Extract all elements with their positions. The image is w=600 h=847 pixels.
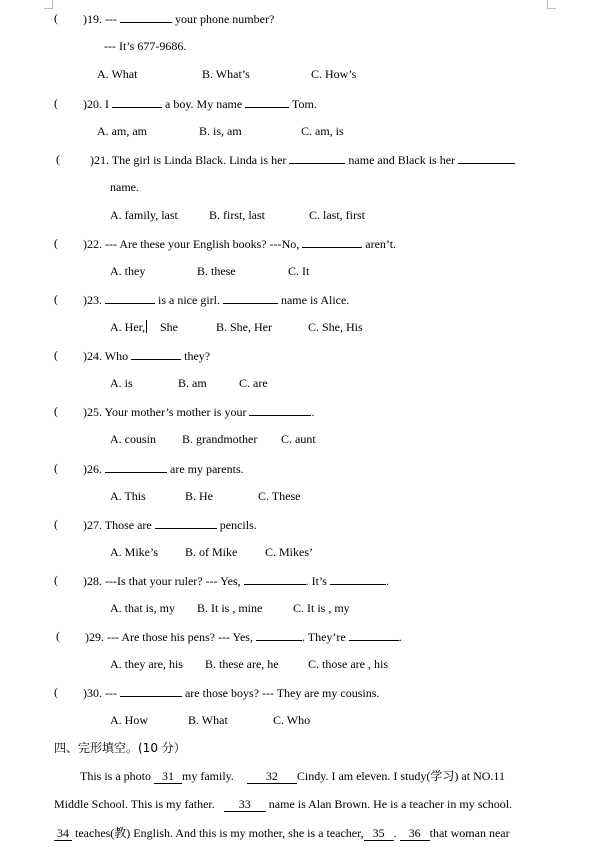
cloze-blank-32[interactable]: 32 [247, 770, 297, 784]
answer-paren: ( [56, 152, 60, 166]
question-text: aren’t. [365, 237, 397, 251]
option-a: A. This [110, 489, 146, 503]
question-stem: )22. --- Are these your English books? ---No, [83, 237, 300, 251]
page-corner-mark-right [547, 0, 556, 9]
page-corner-mark-left [44, 0, 53, 9]
option-b: B. am [178, 376, 207, 390]
option-a-second: She [160, 320, 178, 334]
passage-line-3: 34 teaches(教) English. And this is my mother, she is a teacher, 35 . 36 that woman near [54, 826, 510, 841]
question-stem: )26. [83, 462, 102, 476]
option-c: C. It is , my [293, 601, 350, 615]
answer-blank[interactable] [105, 461, 167, 473]
answer-blank[interactable] [349, 629, 399, 641]
question-text: are those boys? --- They are my cousins. [184, 686, 380, 700]
answer-paren: ( [54, 685, 58, 699]
answer-blank[interactable] [256, 629, 302, 641]
option-a: A. they [110, 264, 146, 278]
question-stem: )29. --- Are those his pens? --- Yes, [85, 630, 253, 644]
question-stem: )30. --- [83, 686, 117, 700]
answer-blank[interactable] [155, 517, 217, 529]
question-stem: )25. Your mother’s mother is your [83, 405, 247, 419]
option-a: A. family, last [110, 208, 178, 222]
answer-blank[interactable] [289, 152, 345, 164]
answer-blank[interactable] [105, 292, 155, 304]
option-a: A. is [110, 376, 133, 390]
option-b: B. these are, he [205, 657, 279, 671]
passage-line-1: This is a photo 31 my family. 32 Cindy. I am eleven. I study(学习) at NO.11 [80, 769, 505, 783]
question-text: . They’re [301, 630, 346, 644]
answer-blank[interactable] [244, 573, 306, 585]
answer-paren: ( [54, 461, 58, 475]
question-text: name is Alice. [280, 293, 350, 307]
question-text: . [311, 405, 315, 419]
cloze-blank-36[interactable]: 36 [400, 827, 430, 841]
answer-paren: ( [54, 11, 58, 25]
option-b: B. He [185, 489, 213, 503]
option-c: C. These [258, 489, 301, 503]
question-stem: )20. I [83, 97, 109, 111]
option-c: C. last, first [309, 208, 365, 222]
question-text: are my parents. [170, 462, 244, 476]
option-a: A. What [97, 67, 138, 81]
option-c: C. are [239, 376, 268, 390]
question-text: they? [184, 349, 211, 363]
passage-line-2: Middle School. This is my father. 33 name is Alan Brown. He is a teacher in my school. [54, 797, 513, 811]
question-text: Tom. [292, 97, 317, 111]
question-text: . [398, 630, 402, 644]
option-b: B. first, last [209, 208, 265, 222]
answer-blank[interactable] [223, 292, 278, 304]
option-c: C. Who [273, 713, 311, 727]
answer-blank[interactable] [245, 96, 289, 108]
question-text: pencils. [219, 518, 257, 532]
option-c: C. am, is [301, 124, 344, 138]
text-cursor [146, 320, 147, 333]
question-text: your phone number? [174, 12, 275, 26]
section-title: 四、完形填空。(10 分） [54, 741, 186, 755]
answer-blank[interactable] [112, 96, 162, 108]
question-text: . It’s [305, 574, 327, 588]
option-c: C. She, His [308, 320, 363, 334]
option-a: A. cousin [110, 432, 156, 446]
question-text: name. [110, 180, 139, 194]
answer-blank[interactable] [458, 152, 515, 164]
option-c: C. It [288, 264, 310, 278]
option-b: B. these [197, 264, 236, 278]
option-b: B. grandmother [182, 432, 258, 446]
cloze-blank-33[interactable]: 33 [224, 798, 266, 812]
answer-paren: ( [54, 573, 58, 587]
answer-paren: ( [56, 629, 60, 643]
option-b: B. She, Her [216, 320, 272, 334]
option-c: C. Mikes’ [265, 545, 313, 559]
question-text: is a nice girl. [158, 293, 220, 307]
option-a: A. that is, my [110, 601, 175, 615]
option-a: A. they are, his [110, 657, 183, 671]
question-stem: )23. [83, 293, 102, 307]
option-a: A. Mike’s [110, 545, 158, 559]
option-b: B. It is , mine [197, 601, 263, 615]
answer-paren: ( [54, 96, 58, 110]
question-stem: )21. The girl is Linda Black. Linda is her [90, 153, 287, 167]
answer-paren: ( [54, 236, 58, 250]
cloze-blank-31[interactable]: 31 [154, 770, 182, 784]
answer-blank[interactable] [302, 236, 362, 248]
answer-paren: ( [54, 292, 58, 306]
option-b: B. What [188, 713, 228, 727]
question-text: name and Black is her [348, 153, 456, 167]
option-a: A. How [110, 713, 148, 727]
option-c: C. How’s [311, 67, 357, 81]
cloze-blank-35[interactable]: 35 [364, 827, 394, 841]
answer-paren: ( [54, 404, 58, 418]
option-a: A. Her, [110, 320, 146, 334]
question-stem: )19. --- [83, 12, 117, 26]
answer-blank[interactable] [120, 11, 172, 23]
question-stem: )28. ---Is that your ruler? --- Yes, [83, 574, 241, 588]
option-c: C. aunt [281, 432, 316, 446]
option-b: B. of Mike [185, 545, 238, 559]
answer-blank[interactable] [330, 573, 386, 585]
question-stem: )24. Who [83, 349, 129, 363]
option-b: B. is, am [199, 124, 242, 138]
answer-blank[interactable] [131, 348, 181, 360]
answer-paren: ( [54, 348, 58, 362]
question-reply: --- It’s 677-9686. [104, 39, 187, 53]
cloze-blank-34[interactable]: 34 [54, 827, 72, 841]
option-c: C. those are , his [308, 657, 388, 671]
question-stem: )27. Those are [83, 518, 152, 532]
question-text: a boy. My name [165, 97, 243, 111]
option-b: B. What’s [202, 67, 250, 81]
answer-blank[interactable] [249, 404, 311, 416]
answer-blank[interactable] [120, 685, 182, 697]
option-a: A. am, am [97, 124, 147, 138]
question-text: . [385, 574, 389, 588]
answer-paren: ( [54, 517, 58, 531]
